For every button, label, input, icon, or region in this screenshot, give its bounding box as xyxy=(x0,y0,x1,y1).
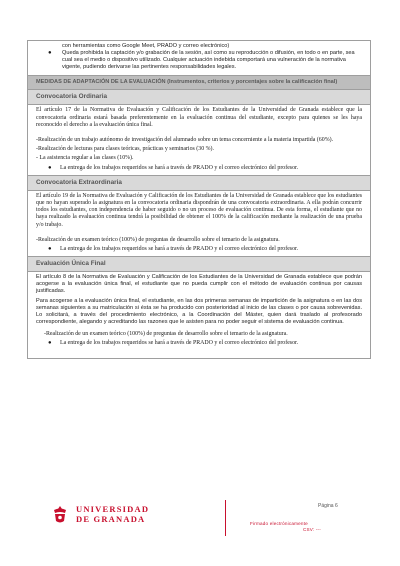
signature-seal-line-2: CSV: --- xyxy=(303,527,322,532)
continuation-text: con herramientas como Google Meet, PRADO y correo electrónico) xyxy=(62,43,230,49)
unica-paragraph-2: Para acogerse a la evaluación única final, el estudiante, en las dos primeras semanas de impartición de la asignatura o en las dos semanas siguientes a su matriculación si ésta se ha producido con posterioridad al inicio de las clases o por causa sobrevenidas. Lo solicitará, a través del procedimiento electrónico, a la Coordinación del Máster, quien dará traslado al profesorado correspondiente, alegando y acreditando las razones que le asisten para no poder seguir el sistema de evaluación continua. xyxy=(36,297,362,325)
signature-seal-line-1: Firmado electrónicamente xyxy=(250,521,308,526)
page-footer xyxy=(0,492,400,552)
ordinaria-item-1: -Realización de un trabajo autónomo de investigación del alumnado sobre un tema concerniente a la materia impartida (60%). xyxy=(36,136,334,143)
extraordinaria-heading: Convocatoria Extraordinaria xyxy=(28,176,370,191)
evaluation-table xyxy=(27,40,371,359)
extraordinaria-paragraph: El artículo 19 de la Normativa de Evaluación y Calificación de los Estudiantes de la Universidad de Granada establece que los estudiantes que no hayan superado la asignatura en la convocatoria ordinaria dispondrán de una convocatoria extraordinaria. A ella podrán concurrir todos los estudiantes, con independencia de haber seguido o no un proceso de evaluación continua. De esta forma, el estudiante que no haya realizado la evaluación continua tendrá la posibilidad de obtener el 100% de la calificación mediante la realización de una prueba y/o trabajo. xyxy=(36,192,362,228)
list-item-text: La entrega de los trabajos requeridos se hará a través de PRADO y el correo electrónico del profesor. xyxy=(60,246,299,253)
page-number: Página 6 xyxy=(318,503,338,509)
extraordinaria-item-1: -Realización de un examen teórico (100%) de preguntas de desarrollo sobre el temario de la asignatura. xyxy=(36,236,280,243)
extraordinaria-body xyxy=(28,191,370,257)
bullet-icon: ● xyxy=(48,50,52,57)
unica-paragraph-1: El artículo 8 de la Normativa de Evaluación y Calificación de los Estudiantes de la Universidad de Granada establece que podrán acogerse a la evaluación única final, el estudiante que no pueda cumplir con el método de evaluación continua por causas justificadas. xyxy=(36,274,362,295)
bullet-icon: ● xyxy=(48,164,52,171)
list-item-text: Queda prohibida la captación y/o grabación de la sesión, así como su reproducción o difusión, en todo o en parte, sea cual sea el medio o dispositivo utilizado. Cualquier actuación indebida comportará una vulneración de la normativa vigente, pudiendo derivarse las pertinentes responsabilidades legales. xyxy=(62,50,355,71)
list-item-text: La entrega de los trabajos requeridos se hará a través de PRADO y el correo electrónico del profesor. xyxy=(60,340,299,347)
list-item xyxy=(36,246,362,253)
unica-body xyxy=(28,272,370,358)
bullet-icon: ● xyxy=(48,340,52,347)
unica-item-1: -Realización de un examen teórico (100%) de preguntas de desarrollo sobre el temario de la asignatura. xyxy=(44,330,288,337)
ordinaria-item-2: -Realización de lecturas para clases teóricas, prácticas y seminarios (30 %). xyxy=(36,146,214,153)
unica-heading: Evaluación Única Final xyxy=(28,257,370,272)
logo-line-2: DE GRANADA xyxy=(76,514,146,524)
bullet-icon: ● xyxy=(48,246,52,253)
ordinaria-paragraph: El artículo 17 de la Normativa de Evaluación y Calificación de los Estudiantes de la Universidad de Granada establece que la convocatoria ordinaria estará basada preferentemente en la evaluación continua del estudiante, excepto para quienes se les haya reconocido el derecho a la evaluación única final. xyxy=(36,107,362,128)
list-item xyxy=(36,340,362,347)
list-item xyxy=(36,165,362,172)
ordinaria-body xyxy=(28,105,370,175)
footer-divider xyxy=(225,500,226,536)
logo-line-1: UNIVERSIDAD xyxy=(76,504,150,514)
previous-section-tail xyxy=(28,41,370,76)
university-logo xyxy=(76,504,149,524)
ordinaria-heading: Convocatoria Ordinaria xyxy=(28,90,370,105)
list-item xyxy=(48,50,362,71)
section-header: MEDIDAS DE ADAPTACIÓN DE LA EVALUACIÓN (Instrumentos, criterios y porcentajes sobre la calificación final) xyxy=(28,76,370,90)
university-crest-icon xyxy=(50,505,70,525)
ordinaria-item-3: - La asistencia regular a las clases (10%). xyxy=(36,155,134,162)
list-item-text: La entrega de los trabajos requeridos se hará a través de PRADO y el correo electrónico del profesor. xyxy=(60,164,299,171)
